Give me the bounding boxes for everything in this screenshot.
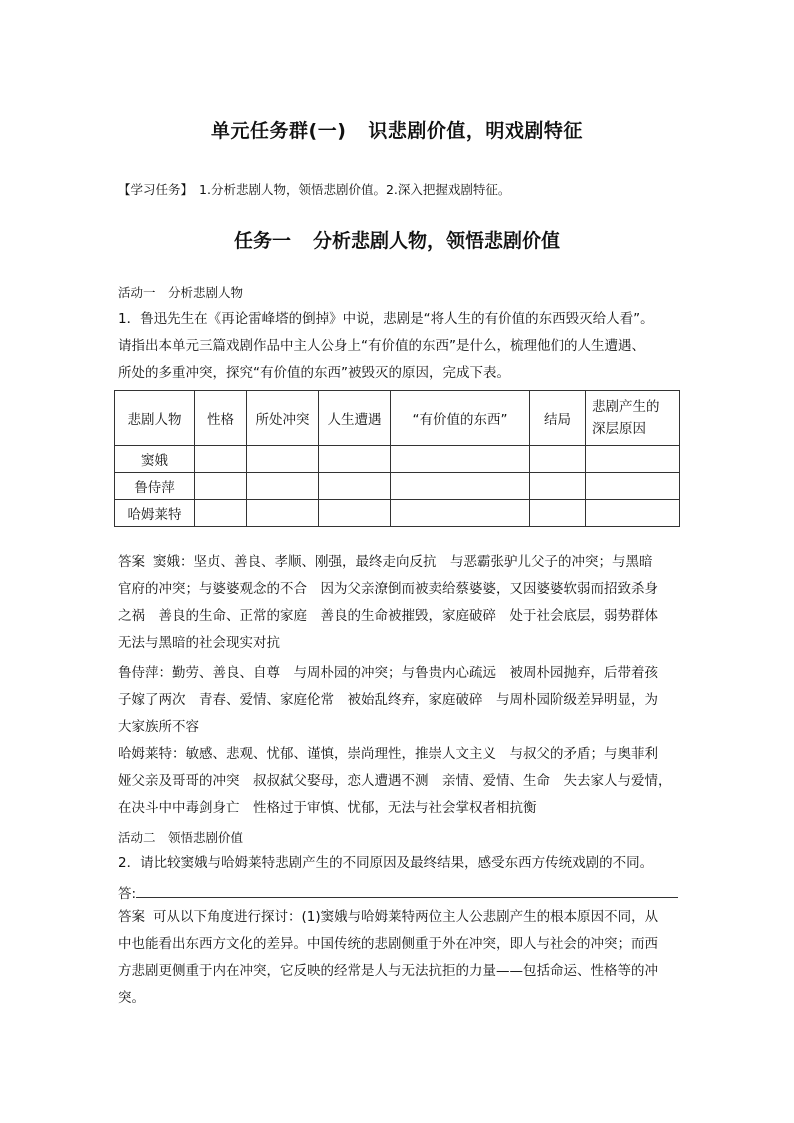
activity1-heading: 活动一 分析悲剧人物 [118,285,244,300]
table-header-cell: 结局 [530,391,586,446]
answer-line: 子嫁了两次 青春、爱情、家庭伦常 被始乱终弃，家庭破碎 与周朴园阶级差异明显，为 [118,692,658,708]
task1-title-part2: 分析悲剧人物，领悟悲剧价值 [313,230,561,252]
answer-line: 哈姆莱特：敏感、悲观、忧郁、谨慎，崇尚理性，推崇人文主义 与叔父的矛盾；与奥菲利 [118,746,658,762]
answer-line: 鲁侍萍：勤劳、善良、自尊 与周朴园的冲突；与鲁贵内心疏远 被周朴园抛弃，后带着孩 [118,665,658,681]
title-part2: 识悲剧价值，明戏剧特征 [368,120,583,142]
table-cell-empty[interactable] [247,473,319,500]
table-header-cell: 悲剧人物 [115,391,195,446]
answer2 [118,904,678,1012]
question1 [118,306,678,387]
table-header-cell: 所处冲突 [247,391,319,446]
table-row [115,473,680,500]
table-cell-character: 窦娥 [115,446,195,473]
answer-line: 官府的冲突；与婆婆观念的不合 因为父亲潦倒而被卖给蔡婆婆，又因婆婆软弱而招致杀身 [118,581,658,597]
task1-title [0,226,794,253]
table-cell-empty[interactable] [195,473,247,500]
table-header-line: 悲剧产生的 [592,399,660,415]
table-header-cell: 人生遭遇 [319,391,391,446]
table-cell-empty[interactable] [247,446,319,473]
tragic-characters-table [114,390,680,527]
answer-prompt: 答: [118,886,137,902]
table-row [115,500,680,527]
table-header-row [115,391,680,446]
learning-task-tag: 【学习任务】 [118,182,194,197]
learning-task-text: 1.分析悲剧人物，领悟悲剧价值。2.深入把握戏剧特征。 [199,182,511,197]
table-cell-empty[interactable] [391,500,530,527]
table-cell-empty[interactable] [586,446,680,473]
learning-task [118,180,510,198]
table-header-cell [586,391,680,446]
answer-line: 突。 [118,990,145,1006]
answer-line: 可从以下角度进行探讨：(1)窦娥与哈姆莱特两位主人公悲剧产生的根本原因不同，从 [153,909,659,925]
answer-label: 答案 [118,554,145,570]
answer-line: 方悲剧更侧重于内在冲突，它反映的经常是人与无法抗拒的力量——包括命运、性格等的冲 [118,963,658,979]
table-cell-empty[interactable] [319,446,391,473]
table-row [115,446,680,473]
question1-line: 1．鲁迅先生在《再论雷峰塔的倒掉》中说，悲剧是“将人生的有价值的东西毁灭给人看”。 [118,311,654,327]
answer-line: 在决斗中中毒剑身亡 性格过于审慎、忧郁，无法与社会掌权者相抗衡 [118,800,537,816]
question1-line: 所处的多重冲突，探究“有价值的东西”被毁灭的原因，完成下表。 [118,365,510,381]
answer-underline [136,897,678,898]
table-cell-empty[interactable] [195,500,247,527]
answer-line: 娅父亲及哥哥的冲突 叔叔弑父娶母，恋人遭遇不测 亲情、爱情、生命 失去家人与爱情， [118,773,672,789]
table-cell-empty[interactable] [319,500,391,527]
table-cell-empty[interactable] [319,473,391,500]
answer1-dou-e [118,549,678,657]
answer-line: 之祸 善良的生命、正常的家庭 善良的生命被摧毁，家庭破碎 处于社会底层，弱势群体 [118,608,658,624]
table-cell-empty[interactable] [586,473,680,500]
table-cell-empty[interactable] [195,446,247,473]
answer-blank[interactable] [118,882,136,902]
table-cell-empty[interactable] [530,500,586,527]
activity2-heading: 活动二 领悟悲剧价值 [118,830,244,845]
table-cell-empty[interactable] [247,500,319,527]
table-cell-empty[interactable] [586,500,680,527]
table-cell-character: 鲁侍萍 [115,473,195,500]
table-cell-empty[interactable] [530,473,586,500]
table-header-cell: “有价值的东西” [391,391,530,446]
answer1-hamlet [118,741,678,822]
answer-line: 窦娥：坚贞、善良、孝顺、刚强，最终走向反抗 与恶霸张驴儿父子的冲突；与黑暗 [153,554,653,570]
page-title [0,116,794,143]
question1-line: 请指出本单元三篇戏剧作品中主人公身上“有价值的东西”是什么，梳理他们的人生遭遇、 [118,338,645,354]
answer-line: 中也能看出东西方文化的差异。中国传统的悲剧侧重于外在冲突，即人与社会的冲突；而西 [118,936,658,952]
table-header-cell: 性格 [195,391,247,446]
table-cell-empty[interactable] [391,446,530,473]
task1-title-part1: 任务一 [233,230,291,252]
table-cell-empty[interactable] [530,446,586,473]
question2: 2．请比较窦娥与哈姆莱特悲剧产生的不同原因及最终结果，感受东西方传统戏剧的不同。 [118,855,654,871]
title-part1: 单元任务群(一) [211,120,347,142]
table-cell-empty[interactable] [391,473,530,500]
answer-line: 大家族所不容 [118,719,199,735]
answer1-lu-shiping [118,660,678,741]
table-header-line: 深层原因 [592,421,646,437]
table-cell-character: 哈姆莱特 [115,500,195,527]
answer-label: 答案 [118,909,145,925]
answer-line: 无法与黑暗的社会现实对抗 [118,635,280,651]
